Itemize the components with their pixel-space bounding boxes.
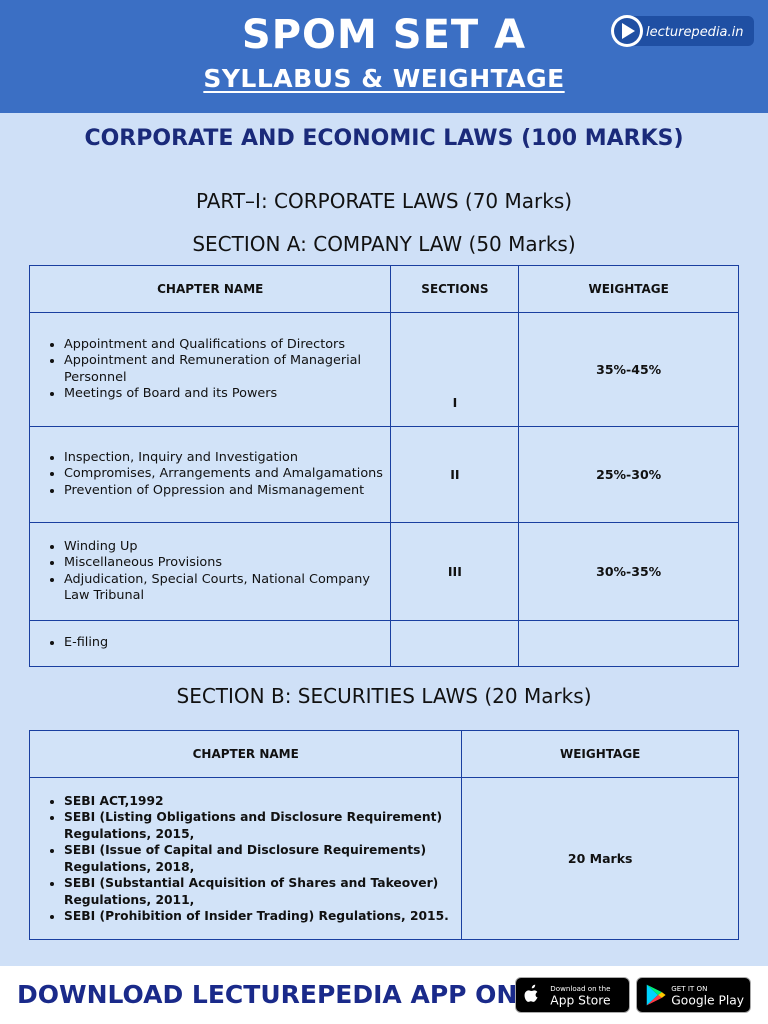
table-header-row [30,731,739,778]
apple-icon [525,985,538,1002]
col-header-weightage: WEIGHTAGE [519,266,739,313]
svg-text:Download on the: Download on the [550,984,611,994]
chapter-item: • Appointment and Remuneration of Managerial Personnel [64,353,390,386]
page-title: SPOM SET A [241,12,527,58]
section-cell: I [391,313,519,427]
chapter-item: • Compromises, Arrangements and Amalgamations [64,466,390,483]
chapter-item: • Meetings of Board and its Powers [64,386,390,403]
section-cell: II [391,427,519,523]
section-cell [391,621,519,667]
chapter-item: • Miscellaneous Provisions [64,555,390,572]
chapter-item: • SEBI (Substantial Acquisition of Shares and Takeover) Regulations, 2011, [64,875,461,908]
col-header-chapter: CHAPTER NAME [30,266,391,313]
section-a-table [29,265,739,667]
chapter-cell [30,523,391,621]
chapter-cell [30,621,391,667]
section-a-title: SECTION A: COMPANY LAW (50 Marks) [192,232,576,256]
chapter-item: • Winding Up [64,539,390,556]
section-b-table [29,730,739,940]
lecturepedia-logo[interactable] [610,14,755,48]
weightage-cell: 25%-30% [519,427,739,523]
chapter-item: • SEBI (Listing Obligations and Disclosure Requirement) Regulations, 2015, [64,809,461,842]
chapter-cell [30,427,391,523]
google-play-badge[interactable] [636,977,751,1013]
play-icon [647,985,666,1006]
table-row [30,778,739,940]
download-cta: DOWNLOAD LECTUREPEDIA APP ON [17,980,518,1009]
chapter-item: • Inspection, Inquiry and Investigation [64,450,390,467]
weightage-cell: 30%-35% [519,523,739,621]
chapter-item: • Prevention of Oppression and Mismanagement [64,483,390,500]
svg-text:Google Play: Google Play [671,993,745,1008]
chapter-cell [30,778,462,940]
svg-text:lecturepedia.in: lecturepedia.in [646,25,744,40]
chapter-item: • E-filing [64,635,390,652]
app-store-badge[interactable] [515,977,630,1013]
part-title: PART–I: CORPORATE LAWS (70 Marks) [195,189,573,213]
weightage-cell: 20 Marks [462,778,739,940]
chapter-item: • SEBI (Issue of Capital and Disclosure Requirements) Regulations, 2018, [64,842,461,875]
svg-text:GET IT ON: GET IT ON [671,984,708,994]
weightage-cell [519,621,739,667]
subject-title: CORPORATE AND ECONOMIC LAWS (100 MARKS) [84,126,684,151]
table-header-row [30,266,739,313]
chapter-item: • Appointment and Qualifications of Directors [64,337,390,354]
chapter-cell [30,313,391,427]
weightage-cell: 35%-45% [519,313,739,427]
svg-text:App Store: App Store [550,993,611,1008]
chapter-item: • Adjudication, Special Courts, National Company Law Tribunal [64,572,390,605]
table-row [30,621,739,667]
section-b-title: SECTION B: SECURITIES LAWS (20 Marks) [176,684,592,708]
col-header-sections: SECTIONS [391,266,519,313]
chapter-item: • SEBI ACT,1992 [64,793,461,810]
table-row [30,523,739,621]
page-subtitle: SYLLABUS & WEIGHTAGE [203,64,565,93]
col-header-chapter: CHAPTER NAME [30,731,462,778]
col-header-weightage: WEIGHTAGE [462,731,739,778]
section-cell: III [391,523,519,621]
chapter-item: • SEBI (Prohibition of Insider Trading) Regulations, 2015. [64,908,461,925]
header-banner [0,0,768,113]
table-row [30,427,739,523]
table-row [30,313,739,427]
